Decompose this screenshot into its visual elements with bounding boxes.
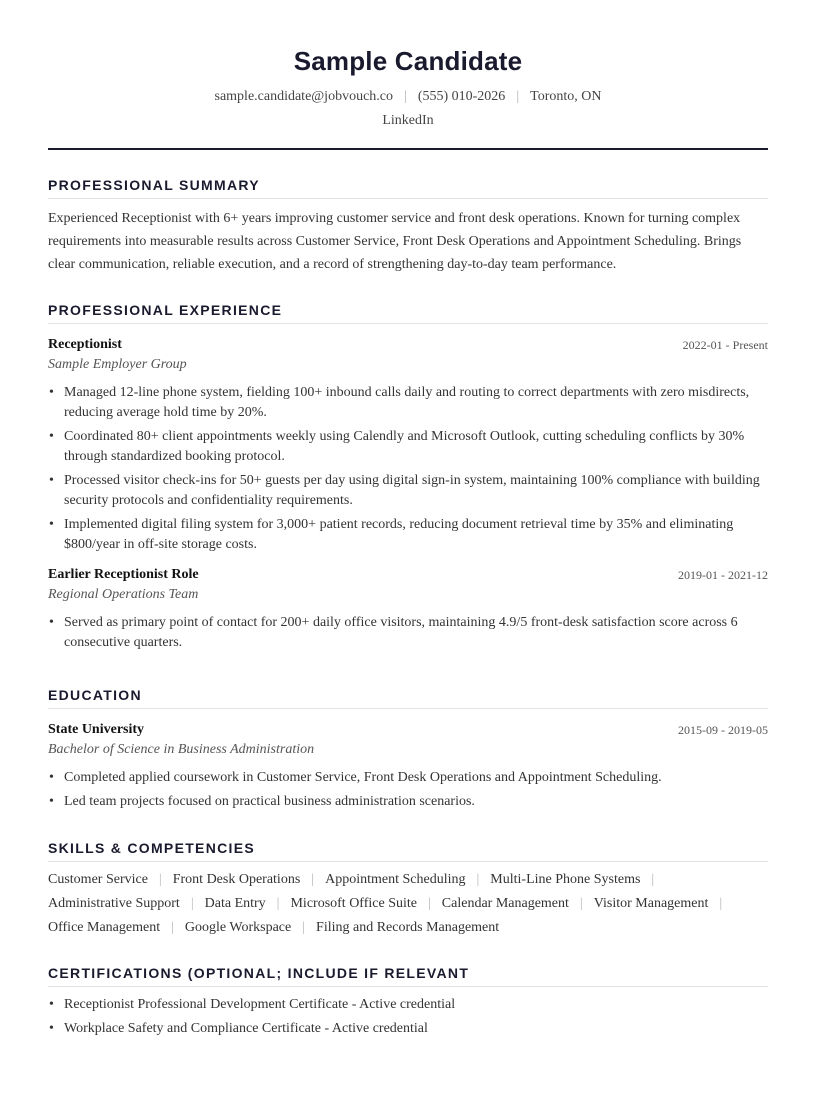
section-divider	[48, 861, 768, 862]
skill-item: Google Workspace	[184, 920, 292, 935]
skill-separator: |	[158, 872, 162, 887]
list-item: • Workplace Safety and Compliance Certificate - Active credential	[48, 1019, 768, 1039]
skill-item: Calendar Management	[441, 896, 569, 911]
job-entry	[48, 335, 768, 555]
contact-links	[48, 113, 768, 129]
skill-separator: |	[276, 896, 280, 911]
skill-item: Customer Service	[48, 872, 148, 887]
header-divider	[48, 148, 768, 150]
skills-row	[48, 916, 768, 940]
skills-section	[48, 839, 768, 940]
section-divider	[48, 708, 768, 709]
skills-row	[48, 892, 768, 916]
skills-list	[48, 868, 768, 940]
job-bullets	[48, 383, 768, 555]
section-divider	[48, 323, 768, 324]
list-item: • Implemented digital filing system for 3,000+ patient records, reducing document retrieval time by 35% and eliminating $800/year in off-site storage costs.	[48, 515, 768, 555]
contact-line	[48, 89, 768, 105]
section-title: PROFESSIONAL EXPERIENCE	[48, 302, 283, 318]
contact-location: Toronto, ON	[530, 89, 602, 104]
skill-item: Office Management	[48, 920, 161, 935]
job-role: Receptionist	[48, 337, 122, 352]
list-item: • Served as primary point of contact for 200+ daily office visitors, maintaining 4.9/5 front-desk satisfaction score across 6 consecutive quarters.	[48, 613, 768, 653]
job-company: Sample Employer Group	[48, 357, 187, 372]
list-item: • Coordinated 80+ client appointments weekly using Calendly and Microsoft Outlook, cutting scheduling conflicts by 30% through standardized booking protocol.	[48, 427, 768, 467]
candidate-name: Sample Candidate	[293, 46, 523, 76]
linkedin-link[interactable]: LinkedIn	[382, 113, 434, 128]
summary-line: Experienced Receptionist with 6+ years improving customer service and front desk operations. Known for turning complex	[48, 211, 741, 226]
education-entry	[48, 720, 768, 812]
list-item: • Managed 12-line phone system, fielding 100+ inbound calls daily and routing to correct departments with zero misdirects, reducing average hold time by 20%.	[48, 383, 768, 423]
skill-separator: |	[719, 896, 723, 911]
summary-section	[48, 176, 768, 276]
job-company: Regional Operations Team	[48, 587, 199, 602]
skill-separator: |	[311, 872, 315, 887]
summary-line: requirements into measurable results across Customer Service, Front Desk Operations and Appointment Scheduling. Brings	[48, 234, 742, 249]
skill-separator: |	[427, 896, 431, 911]
section-title: SKILLS & COMPETENCIES	[48, 840, 255, 856]
skill-separator: |	[651, 872, 655, 887]
school-name: State University	[48, 722, 145, 737]
section-title: PROFESSIONAL SUMMARY	[48, 177, 260, 193]
job-role: Earlier Receptionist Role	[48, 567, 199, 582]
skill-separator: |	[579, 896, 583, 911]
section-title: EDUCATION	[48, 687, 142, 703]
skill-item: Data Entry	[204, 896, 266, 911]
skill-item: Administrative Support	[48, 896, 180, 911]
list-item: • Completed applied coursework in Customer Service, Front Desk Operations and Appointment Scheduling.	[48, 768, 768, 788]
contact-email[interactable]: sample.candidate@jobvouch.co	[214, 89, 393, 104]
skills-row	[48, 868, 768, 892]
job-entry	[48, 565, 768, 653]
list-item: • Receptionist Professional Development Certificate - Active credential	[48, 995, 768, 1015]
certification-list	[48, 995, 768, 1039]
education-section	[48, 686, 768, 816]
job-bullets	[48, 613, 768, 653]
list-item: • Processed visitor check-ins for 50+ guests per day using digital sign-in system, maintaining 100% compliance with building security protocols and confidentiality requirements.	[48, 471, 768, 511]
skill-separator: |	[302, 920, 306, 935]
summary-line: clear communication, reliable execution, and a record of strengthening day-to-day team performance.	[48, 257, 617, 272]
job-dates: 2019-01 - 2021-12	[678, 568, 768, 582]
contact-phone[interactable]: (555) 010-2026	[417, 89, 506, 104]
experience-section	[48, 301, 768, 657]
section-divider	[48, 986, 768, 987]
skill-item: Filing and Records Management	[316, 920, 500, 935]
contact-separator: |	[516, 89, 520, 104]
job-dates: 2022-01 - Present	[682, 338, 768, 352]
skill-separator: |	[190, 896, 194, 911]
contact-separator: |	[404, 89, 407, 104]
summary-text	[48, 207, 768, 276]
list-item: • Led team projects focused on practical business administration scenarios.	[48, 792, 768, 812]
skill-item: Microsoft Office Suite	[290, 896, 417, 911]
skill-item: Appointment Scheduling	[325, 872, 466, 887]
skill-item: Visitor Management	[593, 896, 709, 911]
section-divider	[48, 198, 768, 199]
degree-name: Bachelor of Science in Business Administration	[48, 742, 315, 757]
skill-item: Front Desk Operations	[172, 872, 301, 887]
skill-separator: |	[171, 920, 174, 935]
section-title: CERTIFICATIONS (OPTIONAL; INCLUDE IF RELEVANT	[48, 965, 470, 981]
education-dates: 2015-09 - 2019-05	[678, 723, 768, 737]
certifications-section	[48, 964, 768, 1043]
skill-separator: |	[476, 872, 480, 887]
education-bullets	[48, 768, 768, 812]
skill-item: Multi-Line Phone Systems	[490, 872, 641, 887]
